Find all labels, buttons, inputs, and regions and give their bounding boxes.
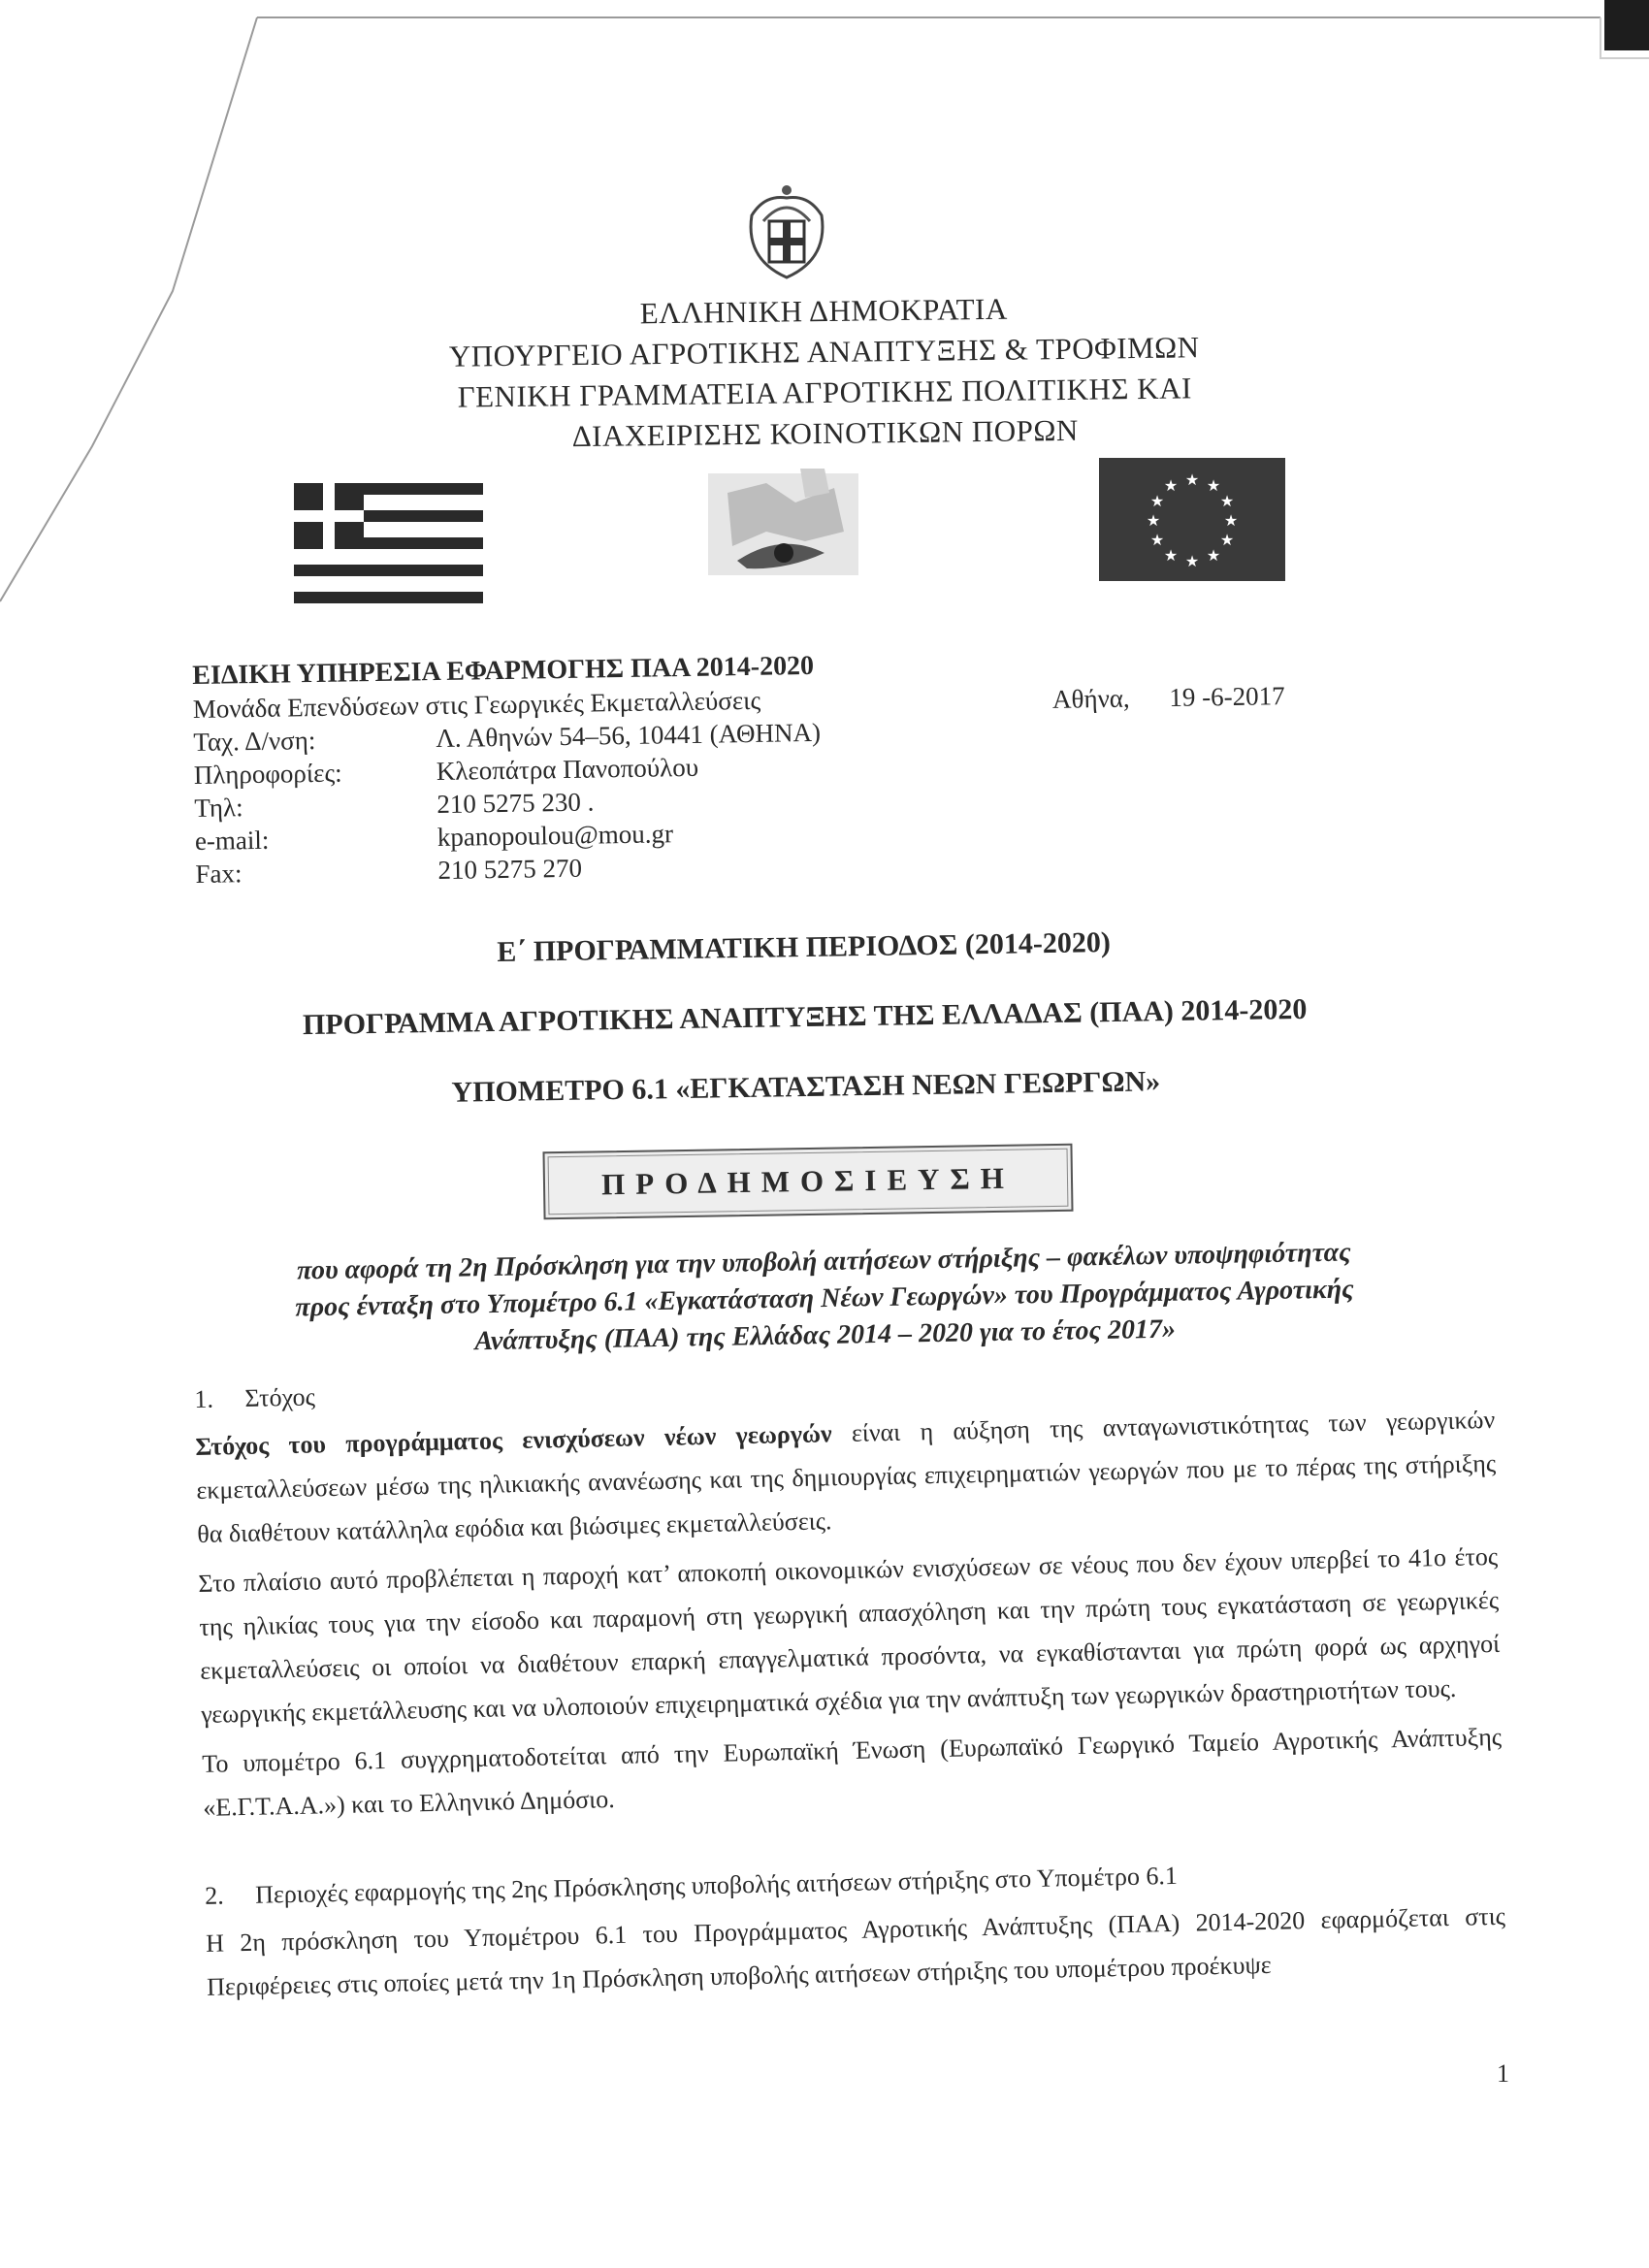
greek-flag-icon — [294, 483, 483, 604]
contact-value: Κλεοπάτρα Πανοπούλου — [436, 752, 699, 787]
agency-contact-block — [192, 646, 1069, 891]
svg-text:★: ★ — [1206, 476, 1221, 495]
svg-text:★: ★ — [1163, 546, 1179, 565]
notice-subject — [212, 1233, 1437, 1365]
hellenic-emblem-icon — [742, 182, 831, 279]
notice-title: ΠΡΟΔΗΜΟΣΙΕΥΣΗ — [600, 1160, 1016, 1202]
ministry-header — [290, 284, 1359, 460]
page-number: 1 — [1497, 2059, 1509, 2088]
subject-line: που αφορά τη 2η Πρόσκληση για την υποβολή αιτήσεων στήριξης – φακέλων υποψηφιότητας — [296, 1237, 1351, 1286]
svg-text:★: ★ — [1149, 531, 1165, 549]
contact-label: Ταχ. Δ/νση: — [193, 726, 316, 757]
section-title: Στόχος — [244, 1382, 316, 1412]
svg-text:★: ★ — [1146, 511, 1161, 530]
section-1-paragraph-3: Το υπομέτρο 6.1 συγχρηματοδοτείται από την Ευρωπαϊκή Ένωση (Ευρωπαϊκό Γεωργικό Ταμείο Αγροτικής Ανάπτυξης «Ε.Γ.Τ.Α.Α.») και το Ελληνικό Δημόσιο. — [202, 1722, 1503, 1822]
document-body — [194, 1350, 1506, 2015]
programme-titles — [250, 923, 1359, 1150]
svg-text:★: ★ — [1184, 552, 1200, 570]
contact-label: Πληροφορίες: — [193, 758, 342, 790]
contact-label: Fax: — [195, 859, 242, 889]
section-2-paragraph-1: Η 2η πρόσκληση του Υπομέτρου 6.1 του Προγράμματος Αγροτικής Ανάπτυξης (ΠΑΑ) 2014-2020 εφαρμόζεται στις Περιφέρειες στις οποίες μετά την 1η Πρόσκληση υποβολής αιτήσεων στήριξης του υπομέτρου προέκυψε — [205, 1901, 1506, 2001]
subject-line: Ανάπτυξης (ΠΑΑ) της Ελλάδας 2014 – 2020 για το έτος 2017» — [474, 1313, 1177, 1357]
date-city: Αθήνα, — [1051, 683, 1130, 714]
contact-value: 210 5275 270 — [437, 853, 583, 886]
svg-text:★: ★ — [1219, 492, 1235, 510]
programme-period: Ε΄ ΠΡΟΓΡΑΜΜΑΤΙΚΗ ΠΕΡΙΟΔΟΣ (2014-2020) — [497, 926, 1112, 968]
programme-submeasure: ΥΠΟΜΕΤΡΟ 6.1 «ΕΓΚΑΤΑΣΤΑΣΗ ΝΕΩΝ ΓΕΩΡΓΩΝ» — [451, 1065, 1161, 1109]
header-line-country: ΕΛΛΗΝΙΚΗ ΔΗΜΟΚΡΑΤΙΑ — [639, 291, 1008, 331]
paragraph-text: είναι η αύξηση της ανταγωνιστικότητας των γεωργικών εκμεταλλεύσεων μέσω της ηλικιακής ανανέωσης και της δημιουργίας επιχειρηματιών γεωργών που με το πέρας της στήριξης θα διαθέτουν κατάλληλα εφόδια και βιώσιμες εκμεταλλεύσεις. — [196, 1405, 1497, 1548]
section-number: 2. — [204, 1881, 224, 1910]
date-value: 19 -6-2017 — [1169, 681, 1285, 712]
contact-value: Λ. Αθηνών 54–56, 10441 (ΑΘΗΝΑ) — [436, 717, 822, 754]
section-1-paragraph-2: Στο πλαίσιο αυτό προβλέπεται η παροχή κατ’ αποκοπή οικονομικών ενισχύσεων σε νέους που δεν έχουν υπερβεί το 41ο έτος της ηλικίας τους για την είσοδο και παραμονή στη γεωργική απασχόληση και την πρώτη τους εγκατάσταση σε γεωργικές εκμεταλλεύσεις οι οποίοι να διαθέτουν επαρκή επαγγελματικά προσόντα, να εγκαθίστανται για πρώτη φορά ως αρχηγοί γεωργικής εκμετάλλευσης και να υλοποιούν επιχειρηματικά σχέδια για την ανάπτυξη των γεωργικών δραστηριοτήτων τους. — [198, 1541, 1501, 1729]
svg-text:★: ★ — [1219, 531, 1235, 549]
subject-line: προς ένταξη στο Υπομέτρο 6.1 «Εγκατάσταση Νέων Γεωργών» του Προγράμματος Αγροτικής — [295, 1274, 1354, 1323]
section-title: Περιοχές εφαρμογής της 2ης Πρόσκλησης υποβολής αιτήσεων στήριξης στο Υπομέτρο 6.1 — [254, 1861, 1179, 1909]
scan-dark-corner — [1604, 0, 1649, 50]
section-1-paragraph-1 — [195, 1398, 1498, 1556]
contact-value: 210 5275 230 . — [436, 787, 595, 820]
header-line-secretariat-cont: ΔΙΑΧΕΙΡΙΣΗΣ ΚΟΙΝΟΤΙΚΩΝ ΠΟΡΩΝ — [571, 412, 1080, 454]
svg-text:★: ★ — [1206, 546, 1221, 565]
svg-text:★: ★ — [1184, 470, 1200, 489]
eu-flag-icon — [1099, 458, 1285, 581]
contact-label: Τηλ: — [194, 793, 243, 823]
contact-label: e-mail: — [194, 825, 270, 856]
svg-text:★: ★ — [1223, 511, 1239, 530]
svg-text:★: ★ — [1149, 492, 1165, 510]
rural-development-logo-icon — [708, 464, 858, 585]
header-line-ministry: ΥΠΟΥΡΓΕΙΟ ΑΓΡΟΤΙΚΗΣ ΑΝΑΠΤΥΞΗΣ & ΤΡΟΦΙΜΩΝ — [448, 330, 1200, 373]
notice-title-box — [542, 1144, 1073, 1220]
agency-unit: Μονάδα Επενδύσεων στις Γεωργικές Εκμεταλλεύσεις — [192, 685, 761, 724]
contact-value: kpanopoulou@mou.gr — [436, 819, 674, 853]
svg-text:★: ★ — [1163, 476, 1179, 495]
paragraph-bold-lead: Στόχος του προγράμματος ενισχύσεων νέων γεωργών — [195, 1419, 832, 1461]
agency-title: ΕΙΔΙΚΗ ΥΠΗΡΕΣΙΑ ΕΦΑΡΜΟΓΗΣ ΠΑΑ 2014-2020 — [192, 650, 815, 691]
header-line-secretariat: ΓΕΝΙΚΗ ΓΡΑΜΜΑΤΕΙΑ ΑΓΡΟΤΙΚΗΣ ΠΟΛΙΤΙΚΗΣ ΚΑΙ — [457, 371, 1192, 414]
programme-name: ΠΡΟΓΡΑΜΜΑ ΑΓΡΟΤΙΚΗΣ ΑΝΑΠΤΥΞΗΣ ΤΗΣ ΕΛΛΑΔΑΣ (ΠΑΑ) 2014-2020 — [302, 992, 1308, 1042]
document-date — [1052, 681, 1285, 715]
section-number: 1. — [194, 1384, 214, 1413]
